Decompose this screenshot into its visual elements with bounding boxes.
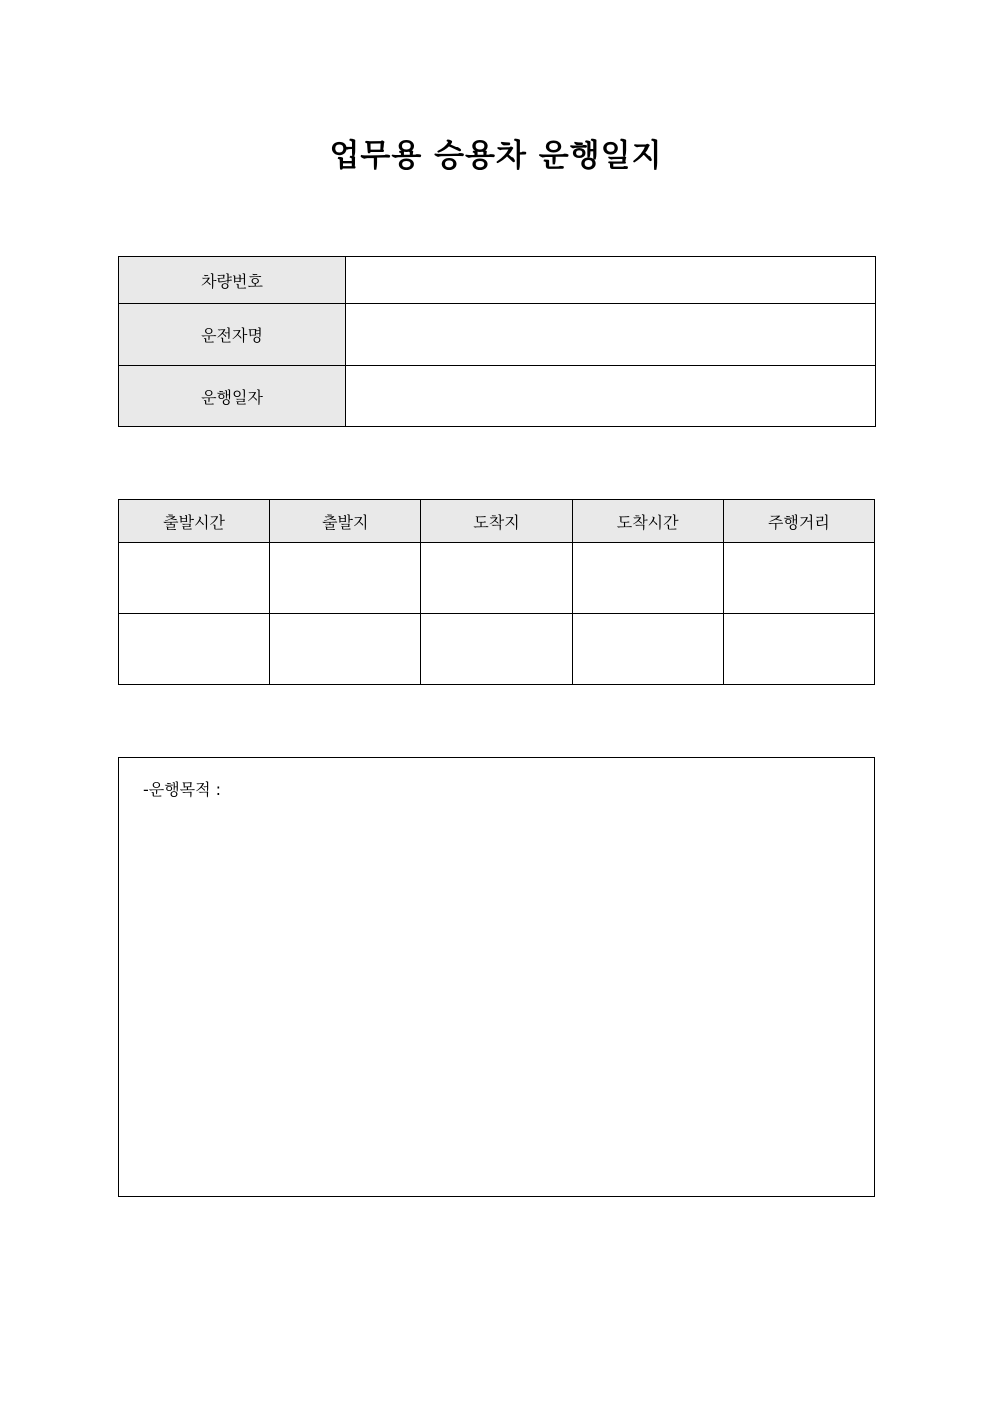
arrival-time-cell[interactable] <box>572 614 723 685</box>
distance-cell[interactable] <box>723 543 874 614</box>
vehicle-number-field[interactable] <box>346 257 876 304</box>
info-row-driver-name <box>119 304 876 366</box>
drive-date-field[interactable] <box>346 366 876 427</box>
document-title: 업무용 승용차 운행일지 <box>329 138 663 174</box>
departure-time-cell[interactable] <box>119 543 270 614</box>
table-row <box>119 543 875 614</box>
arrival-time-cell[interactable] <box>572 543 723 614</box>
distance-cell[interactable] <box>723 614 874 685</box>
driver-name-label: 운전자명 <box>119 304 346 366</box>
drive-date-label: 운행일자 <box>119 366 346 427</box>
destination-cell[interactable] <box>421 614 572 685</box>
column-header-departure-time: 출발시간 <box>119 500 270 543</box>
table-row <box>119 614 875 685</box>
departure-place-cell[interactable] <box>270 614 421 685</box>
info-row-drive-date <box>119 366 876 427</box>
departure-time-cell[interactable] <box>119 614 270 685</box>
departure-place-cell[interactable] <box>270 543 421 614</box>
destination-cell[interactable] <box>421 543 572 614</box>
purpose-box[interactable] <box>118 757 875 1197</box>
column-header-destination: 도착지 <box>421 500 572 543</box>
info-row-vehicle-number <box>119 257 876 304</box>
trip-header-row <box>119 500 875 543</box>
trip-log-table <box>118 499 875 685</box>
vehicle-info-table <box>118 256 876 427</box>
purpose-label: -운행목적 : <box>143 780 222 799</box>
driver-name-field[interactable] <box>346 304 876 366</box>
column-header-arrival-time: 도착시간 <box>572 500 723 543</box>
column-header-departure-place: 출발지 <box>270 500 421 543</box>
vehicle-number-label: 차량번호 <box>119 257 346 304</box>
column-header-distance: 주행거리 <box>723 500 874 543</box>
